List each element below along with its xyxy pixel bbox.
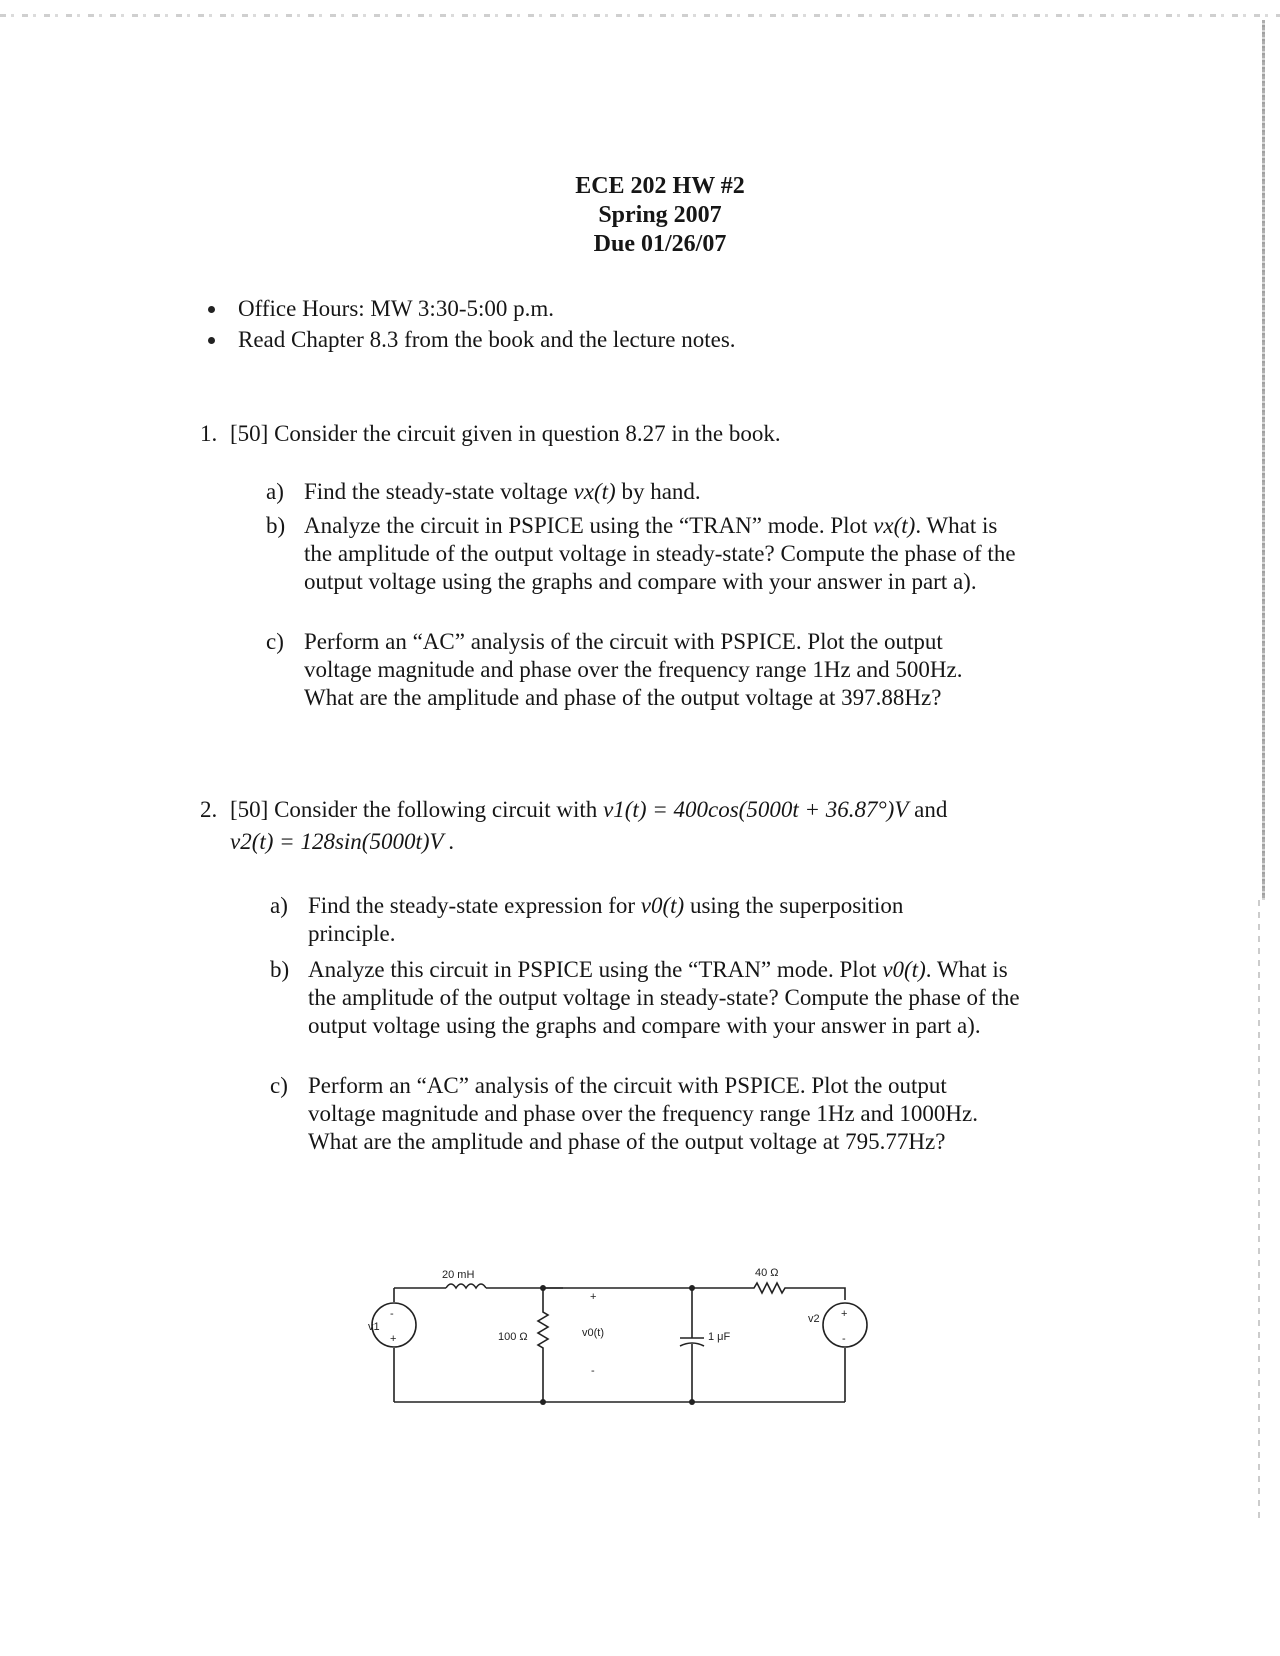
math-v0: v0(t) — [640, 893, 685, 918]
resistor-100-symbol — [538, 1288, 548, 1402]
course-title: ECE 202 HW #2 — [575, 173, 745, 199]
document-header — [0, 172, 1280, 259]
math-v1-expression: v1(t) = 400cos(5000t + 36.87°)V — [603, 797, 909, 822]
math-vx: vx(t) — [573, 479, 616, 504]
resistor-40-label: 40 Ω — [755, 1267, 779, 1279]
due-date: Due 01/26/07 — [593, 231, 727, 257]
term: Spring 2007 — [598, 202, 722, 228]
scan-edge-right — [1262, 20, 1265, 900]
node-dot — [540, 1399, 546, 1405]
math-v2-expression: v2(t) = 128sin(5000t)V . — [230, 829, 455, 854]
source-v2-minus: - — [842, 1333, 846, 1345]
node-dot — [689, 1399, 695, 1405]
output-voltage-label: v0(t) — [582, 1327, 604, 1339]
question-text: [50] Consider the following circuit with v1(t) = 400cos(5000t + 36.87°)V and — [230, 797, 948, 822]
source-v2-plus: + — [841, 1308, 848, 1320]
resistor-100-label: 100 Ω — [498, 1331, 528, 1343]
source-v1-label: v1 — [368, 1321, 380, 1333]
source-v2-label: v2 — [808, 1313, 820, 1325]
math-vx: vx(t) — [873, 513, 916, 538]
capacitor-label: 1 μF — [708, 1331, 731, 1343]
scan-edge-top — [0, 14, 1280, 17]
bullet-item: Read Chapter 8.3 from the book and the lecture notes. — [200, 324, 736, 355]
output-plus-sign: + — [590, 1291, 597, 1303]
inductor-symbol — [446, 1284, 486, 1288]
bullet-dot-icon — [208, 306, 215, 313]
bullet-item: Office Hours: MW 3:30-5:00 p.m. — [200, 293, 736, 324]
source-v1-plus: + — [390, 1333, 397, 1345]
source-v1-minus: - — [390, 1308, 394, 1320]
question-text: [50] Consider the circuit given in question 8.27 in the book. — [230, 421, 781, 446]
resistor-40-symbol — [692, 1283, 845, 1300]
scan-edge-right-lower — [1258, 900, 1260, 1520]
question-number: 1. — [200, 421, 218, 446]
inductor-label: 20 mH — [442, 1269, 475, 1281]
math-v0: v0(t) — [882, 957, 926, 982]
question-number: 2. — [200, 797, 218, 822]
bullet-list — [200, 293, 736, 355]
output-minus-sign: - — [591, 1365, 595, 1377]
bullet-dot-icon — [208, 337, 215, 344]
circuit-diagram — [368, 1267, 920, 1420]
node-dot — [689, 1285, 695, 1291]
node-dot — [540, 1285, 546, 1291]
